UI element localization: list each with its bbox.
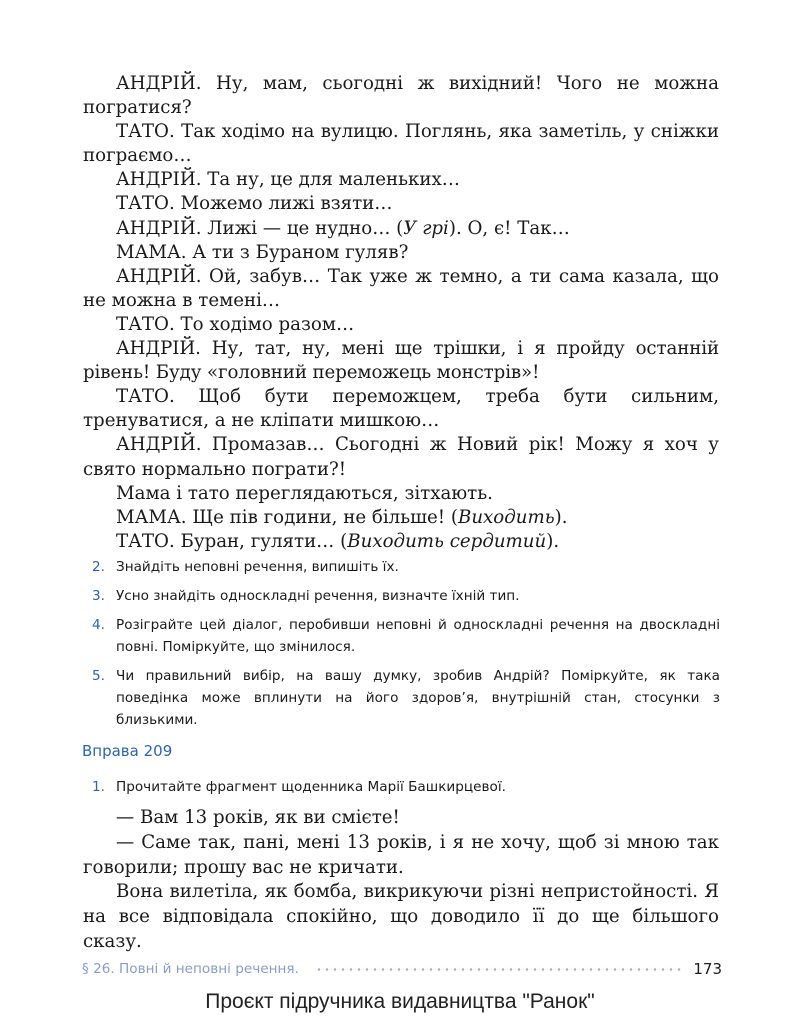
page-number: 173 [693,960,722,978]
diary-paragraph: Вона вилетіла, як бомба, викрикуючи різні непристойності. Я на все відповідала спокійно, що доводило її до ще більшого сказу. [83,881,719,952]
task-text: Прочитайте фрагмент щоденника Марії Башкирцевої. [116,779,506,795]
diary-excerpt [83,806,719,955]
task-item [92,665,720,731]
exercise-title: Вправа 209 [82,742,173,760]
task-number: 4. [92,617,105,633]
task-list [92,556,720,738]
task-item [92,556,720,578]
dialog-line: МАМА. А ти з Бураном гуляв? [116,241,409,263]
task-list [92,776,720,805]
task-item [92,776,720,798]
diary-paragraph: — Вам 13 років, як ви смієте! [116,807,400,828]
diary-paragraph: — Саме так, пані, мені 13 років, і я не хочу, щоб зі мною так говорили; прошу вас не кричати. [83,831,719,878]
dialog-text [83,72,719,554]
task-text: Розіграйте цей діалог, перобивши неповні й односкладні речення на двоскладні повні. Поміркуйте, що змінилося. [116,617,720,655]
stage-direction: Виходить [457,506,555,528]
dialog-line: Мама і тато переглядаються, зітхають. [116,482,493,504]
dotted-leader [315,968,681,971]
task-number: 2. [92,559,105,575]
dialog-line: МАМА. Ще пів години, не більше! (Виходить). [116,506,568,528]
dialog-line: ТАТО. Щоб бути переможцем, треба бути сильним, тренуватися, а не кліпати мишкою… [83,386,719,432]
task-number: 3. [92,588,105,604]
dialog-line: АНДРІЙ. Ой, забув… Так уже ж темно, а ти сама казала, що не можна в темені… [83,265,719,311]
task-number: 5. [92,668,105,684]
dialog-line: ТАТО. Можемо лижі взяти… [116,193,393,215]
publisher-watermark: Проєкт підручника видавництва "Ранок" [205,990,595,1013]
dialog-line: АНДРІЙ. Та ну, це для маленьких… [116,169,460,191]
task-item [92,614,720,658]
task-item [92,585,720,607]
section-title: § 26. Повні й неповні речення. [82,961,299,977]
dialog-line: АНДРІЙ. Ну, мам, сьогодні ж вихідний! Чого не можна погратися? [83,73,719,119]
task-text: Усно знайдіть односкладні речення, визначте їхній тип. [116,588,520,604]
task-number: 1. [92,779,105,795]
dialog-line: ТАТО. Буран, гуляти… (Виходить сердитий). [116,530,560,552]
task-text: Знайдіть неповні речення, випишіть їх. [116,559,399,575]
task-text: Чи правильний вибір, на вашу думку, зробив Андрій? Поміркуйте, як така поведінка може вплинути на його здоров’я, внутрішній стан, стосунки з близькими. [116,668,720,728]
stage-direction: Виходить сердитий [347,530,547,552]
page-footer [82,958,722,980]
dialog-line: ТАТО. То ходімо разом… [116,313,355,335]
dialog-line: АНДРІЙ. Промазав… Сьогодні ж Новий рік! Можу я хоч у свято нормально пограти?! [83,434,719,480]
dialog-line: АНДРІЙ. Лижі — це нудно… (У грі). О, є! Так… [116,217,570,239]
stage-direction: У грі [403,217,449,239]
dialog-line: АНДРІЙ. Ну, тат, ну, мені ще трішки, і я пройду останній рівень! Буду «головний переможець монстрів»! [83,338,719,384]
dialog-line: ТАТО. Так ходімо на вулицю. Поглянь, яка заметіль, у сніжки пограємо… [83,121,719,167]
